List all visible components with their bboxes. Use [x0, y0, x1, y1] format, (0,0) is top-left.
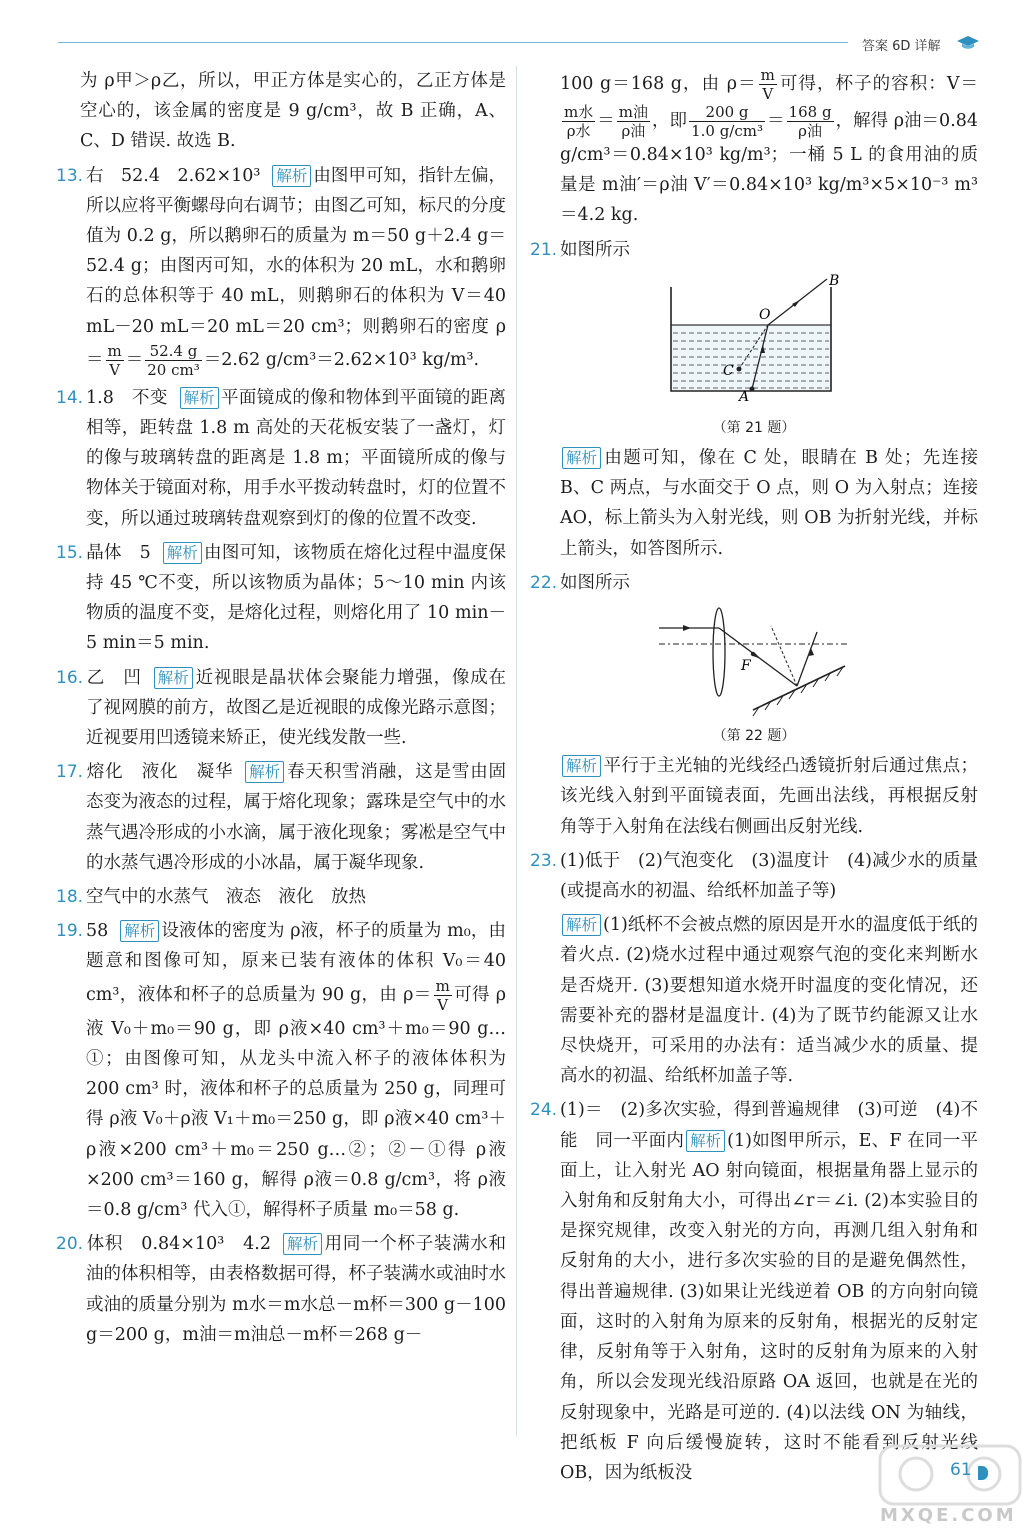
jiexi-badge: 解析	[154, 667, 193, 689]
question-19	[56, 916, 506, 1225]
fraction-m-v	[106, 342, 124, 379]
q19-explanation-cont: 可得 ρ液 V₀＋m₀＝90 g，即 ρ液×40 cm³＋m₀＝90 g…①；由图像可知，从龙头中流入杯子的液体体积为 200 cm³ 时，液体和杯子的总质量为 250 g，同理可得 ρ液 V₀＋ρ液 V₁＋m₀＝250 g，即 ρ液×40 cm³＋ρ液×200 cm³＋m₀＝250 g…②；②－①得 ρ液×200 cm³＝160 g，解得 ρ液＝0.8 g/cm³，将 ρ液＝0.8 g/cm³ 代入①，解得杯子质量 m₀＝58 g.	[86, 984, 506, 1220]
fraction-density	[145, 342, 202, 379]
fraction-m-v	[759, 66, 777, 103]
equals-sign: ＝	[597, 111, 615, 131]
q23-answer: (1)低于 (2)气泡变化 (3)温度计 (4)减少水的质量(或提高水的初温、给纸杯加盖子等)	[560, 850, 978, 902]
fraction-denominator: V	[437, 995, 449, 1014]
header-rule	[58, 42, 848, 43]
q17-answer: 熔化 液化 凝华	[86, 762, 234, 783]
question-22	[530, 568, 978, 598]
label-b: B	[829, 272, 840, 289]
figure-22	[530, 602, 978, 745]
fraction-denominator: ρ油	[798, 122, 822, 140]
q20-number: 20.	[56, 1234, 84, 1255]
fraction-oil	[617, 103, 650, 140]
reflected-ray	[797, 632, 817, 686]
q16-explanation: 近视眼是晶状体会聚能力增强，像成在了视网膜的前方，故图乙是近视眼的成像光路示意图；近视要用凹透镜来矫正，使光线发散一些.	[86, 667, 507, 749]
fraction-numerator: m	[760, 66, 775, 84]
jiexi-badge: 解析	[562, 447, 601, 469]
fraction-168g	[787, 103, 834, 140]
lens-mirror-diagram	[649, 602, 859, 717]
q21-explanation: 由题可知，像在 C 处，眼睛在 B 处；先连接 B、C 两点，与水面交于 O 点，则 O 为入射点；连接 AO，标上箭头为入射光线，则 OB 为折射光线，并标上箭头，如答图所示.	[560, 448, 978, 559]
figure-21-caption: （第 21 题）	[712, 420, 796, 437]
q20-answer: 体积 0.84×10³ 4.2	[86, 1234, 271, 1255]
q20-cont-text: 100 g＝168 g，由 ρ＝	[560, 74, 757, 94]
column-divider	[516, 66, 517, 1436]
fraction-numerator: 52.4 g	[145, 342, 202, 361]
fraction-denominator: V	[762, 85, 774, 103]
q20-cont-text: 可得，杯子的容积：V＝	[778, 74, 979, 94]
q17-number: 17.	[56, 762, 84, 783]
q23-explanation: (1)纸杯不会被点燃的原因是开水的温度低于纸的着火点. (2)烧水过程中通过观察气泡的变化来判断水是否烧开. (3)要想知道水烧开时温度的变化情况，还需要补充的器材是温度计. (4)为了既节约能源又让水尽快烧开，可采用的办法有：适当减少水的质量、提高水的初温、给纸杯加盖子等.	[560, 915, 978, 1087]
equals-sign: ＝	[767, 111, 785, 131]
question-20	[56, 1229, 506, 1350]
q14-number: 14.	[56, 387, 84, 408]
page-number: 61	[950, 1460, 972, 1480]
fraction-water	[562, 103, 595, 140]
fraction-denominator: ρ油	[621, 122, 646, 140]
q15-number: 15.	[56, 542, 84, 563]
fraction-numerator: m	[107, 341, 122, 360]
q23-explanation-block	[530, 910, 978, 1091]
page-tab-marker	[978, 1466, 988, 1480]
question-18	[56, 882, 506, 912]
q12-continuation	[56, 66, 506, 157]
q19-answer: 58	[86, 921, 109, 942]
fraction-numerator: m水	[564, 103, 594, 121]
q22-answer: 如图所示	[560, 572, 630, 593]
q22-explanation: 平行于主光轴的光线经凸透镜折射后通过焦点；该光线入射到平面镜表面，先画出法线，再根据反射角等于入射角在法线右侧画出反射光线.	[560, 756, 978, 837]
q20-cont-text: ，即	[652, 111, 688, 131]
q15-explanation: 由图可知，该物质在熔化过程中温度保持 45 ℃不变，所以该物质为晶体；5～10 min 内该物质的温度不变，是熔化过程，则熔化用了 10 min－5 min＝5 min.	[86, 542, 506, 654]
q22-explanation-block	[530, 751, 978, 842]
figure-22-caption: （第 22 题）	[712, 728, 796, 745]
q21-number: 21.	[530, 239, 558, 260]
header-label: 答案 6D 详解	[862, 39, 941, 54]
q18-number: 18.	[56, 887, 84, 908]
question-23	[530, 846, 978, 906]
q16-answer: 乙 凹	[86, 667, 142, 688]
jiexi-badge: 解析	[272, 165, 311, 187]
q23-number: 23.	[530, 850, 558, 871]
question-14	[56, 383, 506, 534]
water-fill	[671, 325, 831, 391]
q20-explanation: 用同一个杯子装满水和油的体积相等，由表格数据可得，杯子装满水或油时水或油的质量分别为 m水＝m水总－m杯＝300 g－100 g＝200 g，m油＝m油总－m杯＝268 g－	[86, 1234, 507, 1345]
fraction-numerator: m油	[618, 103, 649, 121]
q24-answer: (1)＝ (2)多次实验，得到普遍规律 (3)可逆 (4)不能 同一平面内	[560, 1100, 978, 1151]
q13-answer: 右 52.4 2.62×10³	[86, 165, 261, 186]
fraction-denominator: 1.0 g/cm³	[691, 122, 763, 140]
point-a	[750, 386, 755, 391]
fraction-numerator: m	[435, 976, 450, 995]
q13-number: 13.	[56, 165, 84, 186]
question-16	[56, 663, 506, 754]
q15-answer: 晶体 5	[86, 542, 151, 563]
fraction-denominator: V	[109, 360, 121, 379]
focal-point	[751, 652, 755, 656]
graduation-cap-icon	[956, 34, 980, 52]
jiexi-badge: 解析	[180, 387, 219, 409]
jiexi-badge: 解析	[120, 920, 159, 942]
question-21	[530, 235, 978, 265]
q18-answer: 空气中的水蒸气 液态 液化 放热	[86, 887, 366, 908]
q13-explanation: 由图甲可知，指针左偏，所以应将平衡螺母向右调节；由图乙可知，标尺的分度值为 0.2 g，所以鹅卵石的质量为 m＝50 g＋2.4 g＝52.4 g；由图丙可知，水的体积为 20 mL，水和鹅卵石的总体积等于 40 mL，则鹅卵石的体积为 V＝40 mL－20 mL＝20 mL＝20 cm³；则鹅卵石的密度 ρ＝	[86, 165, 506, 370]
q24-number: 24.	[530, 1100, 558, 1121]
q16-number: 16.	[56, 667, 84, 688]
q20-continuation	[530, 66, 978, 231]
question-15	[56, 538, 506, 659]
fraction-numerator: 168 g	[788, 103, 832, 121]
question-13	[56, 161, 506, 379]
jiexi-badge: 解析	[562, 755, 601, 777]
q20-cont-text: ，解得 ρ油＝0.84 g/cm³＝0.84×10³ kg/m³；一桶 5 L 的食用油的质量是 m油′＝ρ油 V′＝0.84×10³ kg/m³×5×10⁻³ m³＝4.2 kg.	[560, 111, 979, 226]
point-c	[737, 366, 742, 371]
arrowhead-icon	[683, 625, 691, 631]
question-17	[56, 757, 506, 878]
watermark-text: MXQE.COM	[880, 1505, 1017, 1526]
q14-explanation: 平面镜成的像和物体到平面镜的距离相等，距转盘 1.8 m 高处的天花板安装了一盏灯，灯的像与玻璃转盘的距离是 1.8 m；平面镜所成的像与物体关于镜面对称，用手水平拨动转盘时，灯的位置不变，所以通过玻璃转盘观察到灯的像的位置不改变.	[86, 387, 506, 529]
figure-21	[530, 269, 978, 437]
refraction-diagram	[659, 269, 849, 409]
q21-explanation-block	[530, 443, 978, 564]
fraction-numerator: 200 g	[689, 103, 765, 122]
jiexi-badge: 解析	[562, 914, 601, 936]
mirror-hatching	[753, 667, 843, 716]
label-o: O	[759, 306, 771, 323]
fraction-denominator: 20 cm³	[147, 360, 200, 379]
q21-answer: 如图所示	[560, 239, 630, 260]
label-a: A	[739, 388, 750, 405]
right-column	[530, 66, 978, 1492]
q19-explanation: 设液体的密度为 ρ液，杯子的质量为 m₀，由题意和图像可知，原来已装有液体的体积 V₀＝40 cm³，液体和杯子的总质量为 90 g，由 ρ＝	[86, 921, 506, 1005]
fraction-200g	[689, 103, 765, 140]
jiexi-badge: 解析	[686, 1130, 725, 1152]
question-24	[530, 1095, 978, 1488]
q14-answer: 1.8 不变	[86, 387, 168, 408]
q17-explanation: 春天积雪消融，这是雪由固态变为液态的过程，属于熔化现象；露珠是空气中的水蒸气遇冷形成的小水滴，属于液化现象；雾凇是空气中的水蒸气遇冷形成的小冰晶，属于凝华现象.	[86, 762, 507, 873]
jiexi-badge: 解析	[245, 761, 284, 783]
q22-number: 22.	[530, 572, 558, 593]
q19-number: 19.	[56, 921, 84, 942]
fraction-denominator: ρ水	[566, 122, 591, 140]
label-f: F	[741, 658, 751, 675]
q13-result: ＝2.62 g/cm³＝2.62×10³ kg/m³.	[203, 349, 480, 370]
fraction-m-v	[434, 977, 452, 1014]
left-column	[56, 66, 506, 1354]
q24-explanation: (1)如图甲所示，E、F 在同一平面上，让入射光 AO 射向镜面，根据量角器上显示的入射角和反射角大小，可得出∠r＝∠i. (2)本实验目的是探究规律，改变入射光的方向，再测几组入射角和反射角的大小，进行多次实验的目的是避免偶然性，得出普遍规律. (3)如果让光线逆着 OB 的方向射向镜面，这时的入射角为原来的反射角，根据光的反射定律，反射角等于入射角，这时的反射角为原来的入射角，所以会发现光线沿原路 OA 返回，也就是在光的反射现象中，光路是可逆的. (4)以法线 ON 为轴线，把纸板 F 向后缓慢旋转，这时不能看到反射光线 OB，因为纸板没	[560, 1130, 978, 1483]
label-c: C	[723, 362, 734, 379]
jiexi-badge: 解析	[283, 1233, 322, 1255]
equals-sign: ＝	[125, 349, 144, 370]
convex-lens	[713, 608, 725, 696]
q12-text: 为 ρ甲＞ρ乙，所以，甲正方体是实心的，乙正方体是空心的，该金属的密度是 9 g/cm³，故 B 正确，A、C、D 错误. 故选 B.	[80, 71, 506, 152]
jiexi-badge: 解析	[163, 542, 202, 564]
